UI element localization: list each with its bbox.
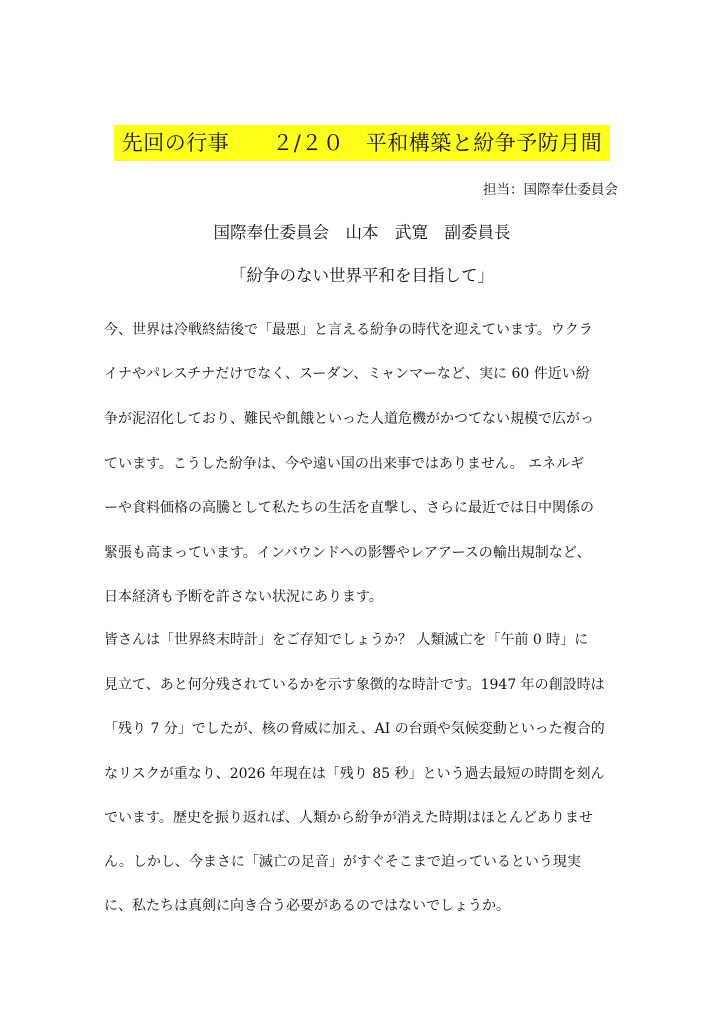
body-text-line: に、私たちは真剣に向き合う必要があるのではないでしょうか。: [104, 898, 510, 914]
body-text-line: ーや食料価格の高騰として私たちの生活を直撃し、さらに最近では日中関係の: [104, 500, 594, 516]
body-text-line: 見立て、あと何分残されているかを示す象徴的な時計です。1947 年の創設時は: [104, 677, 605, 693]
body-text-line: 今、世界は冷戦終結後で「最悪」と言える紛争の時代を迎えています。ウクラ: [104, 322, 593, 338]
body-text-line: なリスクが重なり、2026 年現在は「残り 85 秒」という過去最短の時間を刻ん: [104, 766, 605, 782]
body-text-line: 争が泥沼化しており、難民や飢餓といった人道危機がかつてない規模で広がっ: [104, 411, 594, 427]
body-text-line: ん。しかし、今まさに「滅亡の足音」がすぐそこまで迫っているという現実: [104, 854, 581, 870]
body-text-line: イナやパレスチナだけでなく、スーダン、ミャンマーなど、実に 60 件近い紛: [104, 366, 590, 382]
body-text-line: 日本経済も予断を許さない状況にあります。: [104, 589, 383, 605]
body-text-line: 皆さんは「世界終末時計」をご存知でしょうか？ 人類滅亡を「午前 0 時」に: [104, 632, 589, 648]
in-charge-label: 担当：国際奉仕委員会: [483, 182, 618, 198]
body-text-line: 「残り 7 分」でしたが、核の脅威に加え、AI の台頭や気候変動といった複合的: [104, 721, 605, 737]
body-text-line: でいます。歴史を振り返れば、人類から紛争が消えた時期はほとんどありませ: [104, 810, 593, 826]
event-title-highlight: [114, 125, 610, 161]
event-title: 先回の行事 ２/２０ 平和構築と紛争予防月間: [121, 130, 603, 155]
body-text-line: 緊張も高まっています。インバウンドへの影響やレアアースの輸出規制など、: [104, 545, 591, 561]
speaker-line: 国際奉仕委員会 山本 武寛 副委員長: [213, 223, 511, 242]
body-text-line: ています。こうした紛争は、今や遠い国の出来事ではありません。 エネルギ: [104, 456, 585, 472]
talk-title: 「紛争のない世界平和を目指して」: [230, 266, 494, 285]
